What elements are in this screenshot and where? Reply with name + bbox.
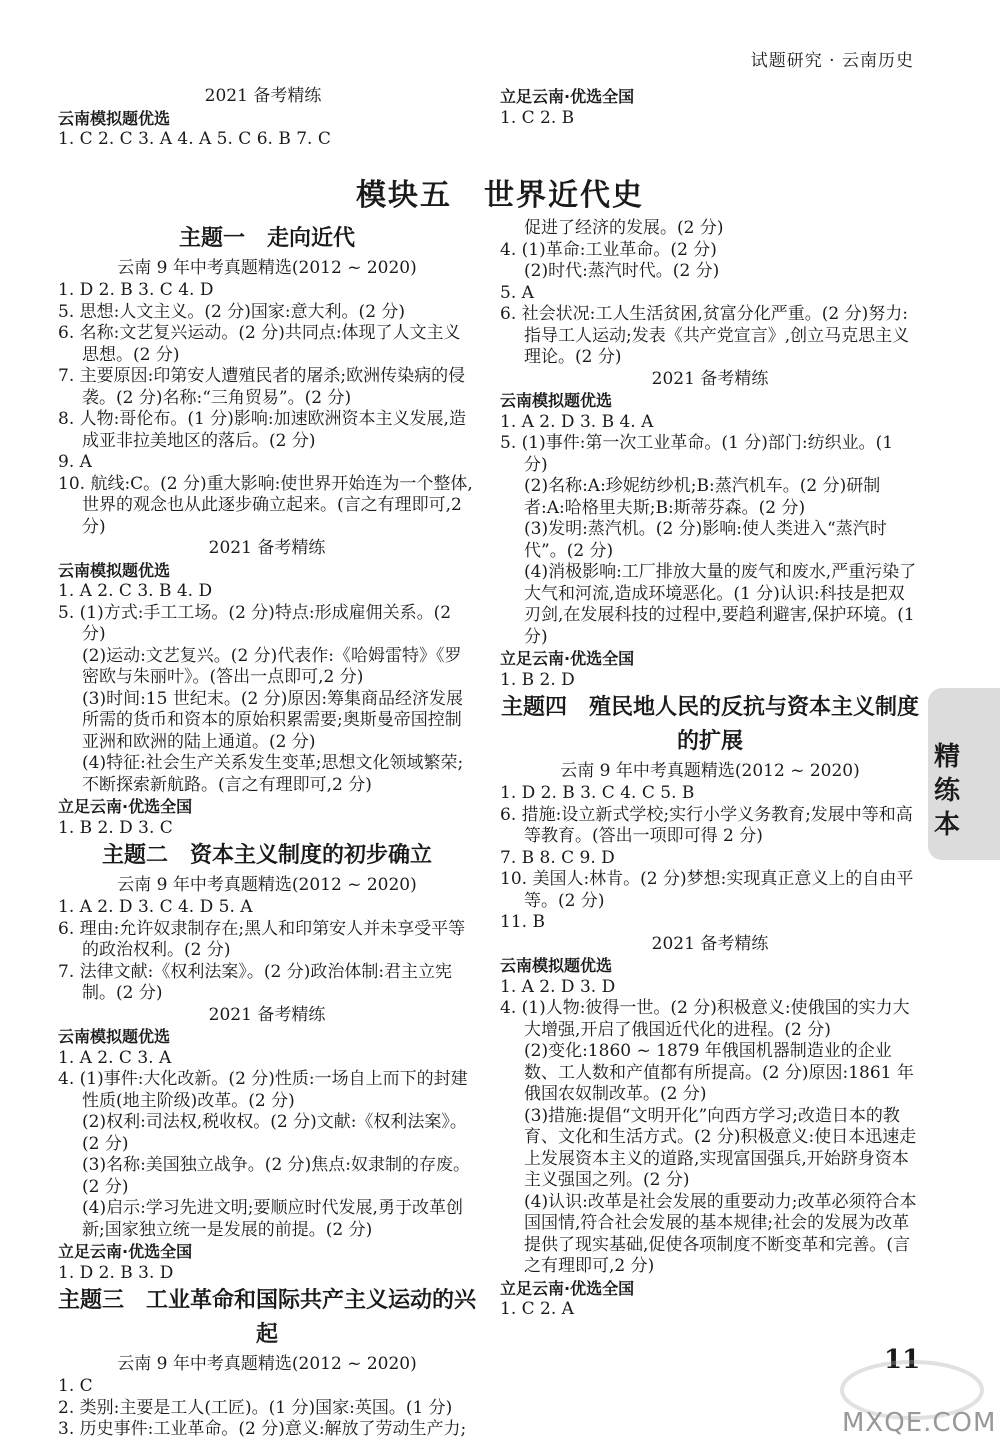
answer-item: 6. 名称:文艺复兴运动。(2 分)共同点:体现了人文主义思想。(2 分): [58, 323, 461, 365]
module-title: 模块五 世界近代史: [356, 178, 644, 213]
section-label: 云南模拟题优选: [58, 1027, 171, 1046]
page-number: 11: [884, 1345, 921, 1375]
answer-item: 3. 历史事件:工业革命。(2 分)意义:解放了劳动生产力;: [58, 1419, 467, 1439]
section-label: 云南模拟题优选: [58, 108, 171, 128]
subsection-title: 云南 9 年中考真题精选(2012 ~ 2020): [117, 1354, 417, 1374]
answer-continuation: (4)认识:改革是社会发展的重要动力;改革必须符合本国国情,符合社会发展的基本规律;社会的发展为改革提供了现实基础,促使各项制度不断变革和完善。(言之有理即可,2 分): [524, 1191, 917, 1276]
answer-continuation: (2)权利:司法权,税收权。(2 分)文献:《权利法案》。(2 分): [82, 1112, 467, 1154]
answer-line: 1. D 2. B 3. D: [58, 1262, 174, 1283]
answer-continuation: (2)运动:文艺复兴。(2 分)代表作:《哈姆雷特》《罗密欧与朱丽叶》。(答出一点即可,2 分): [82, 645, 462, 687]
answer-continuation: (2)时代:蒸汽时代。(2 分): [524, 261, 720, 281]
answer-item: 10. 美国人:林肯。(2 分)梦想:实现真正意义上的自由平等。(2 分): [500, 869, 914, 911]
section-label: 立足云南·优选全国: [500, 649, 635, 668]
section-label: 云南模拟题优选: [500, 391, 613, 410]
top-right-block: [500, 86, 920, 129]
topic-title: 主题二 资本主义制度的初步确立: [101, 843, 432, 868]
answer-item: 7. 主要原因:印第安人遭殖民者的屠杀;欧洲传染病的侵袭。(2 分)名称:“三角贸易”。(2 分): [58, 366, 466, 408]
answer-line: 5. A: [500, 282, 534, 303]
answer-line: 9. A: [58, 452, 92, 472]
section-label: 立足云南·优选全国: [500, 1278, 635, 1298]
right-column: [500, 218, 920, 1321]
answer-line: 7. B 8. C 9. D: [500, 847, 615, 868]
answer-item: 6. 理由:允许奴隶制存在;黑人和印第安人并未享受平等的政治权利。(2 分): [58, 918, 466, 960]
answer-continuation: 促进了经济的发展。(2 分): [524, 218, 724, 238]
top-left-block: [58, 86, 468, 151]
answer-continuation: (3)时间:15 世纪末。(2 分)原因:筹集商品经济发展所需的货币和资本的原始积累需要;奥斯曼帝国控制亚洲和欧洲的陆上通道。(2 分): [82, 688, 464, 752]
section-heading: 2021 备考精练: [204, 86, 322, 106]
section-heading: 2021 备考精练: [208, 1004, 326, 1025]
answer-line: 1. D 2. B 3. C 4. D: [58, 280, 214, 300]
answer-line: 1. A 2. D 3. B 4. A: [500, 411, 654, 432]
answer-line: 1. C 2. B: [500, 107, 575, 128]
running-header: 试题研究 · 云南历史: [750, 51, 914, 71]
section-label: 云南模拟题优选: [500, 956, 613, 975]
answer-item: 4. (1)革命:工业革命。(2 分): [500, 239, 717, 260]
side-tab-label: 精练本: [933, 742, 960, 840]
answer-item: 10. 航线:C。(2 分)重大影响:使世界开始连为一个整体,世界的观念也从此逐步确立起来。(言之有理即可,2 分): [58, 473, 473, 537]
answer-line: 1. A 2. D 3. C 4. D 5. A: [58, 897, 253, 917]
subsection-title: 云南 9 年中考真题精选(2012 ~ 2020): [117, 258, 417, 278]
answer-line: 11. B: [500, 912, 545, 932]
answer-line: 1. D 2. B 3. C 4. C 5. B: [500, 783, 695, 803]
answer-item: 6. 措施:设立新式学校;实行小学义务教育;发展中等和高等教育。(答出一项即可得 2 分): [500, 804, 913, 846]
answer-line: 1. A 2. C 3. A: [58, 1047, 172, 1068]
answer-item: 2. 类别:主要是工人(工匠)。(1 分)国家:英国。(1 分): [58, 1397, 453, 1418]
section-label: 立足云南·优选全国: [500, 87, 635, 106]
answer-continuation: (3)名称:美国独立战争。(2 分)焦点:奴隶制的存废。(2 分): [82, 1155, 471, 1197]
answer-continuation: (2)变化:1860 ~ 1879 年俄国机器制造业的企业数、工人数和产值都有所提高。(2 分)原因:1861 年俄国农奴制改革。(2 分): [524, 1041, 914, 1104]
answer-item: 6. 社会状况:工人生活贫困,贫富分化严重。(2 分)努力:指导工人运动;发表《共产党宣言》,创立马克思主义理论。(2 分): [500, 304, 910, 367]
answer-item: 5. (1)方式:手工工场。(2 分)特点:形成雇佣关系。(2 分): [58, 602, 452, 644]
answer-line: 1. A 2. D 3. D: [500, 976, 616, 997]
answer-item: 5. (1)事件:第一次工业革命。(1 分)部门:纺织业。(1 分): [500, 433, 894, 475]
answer-line: 1. B 2. D 3. C: [58, 817, 173, 838]
answer-item: 7. 法律文献:《权利法案》。(2 分)政治体制:君主立宪制。(2 分): [58, 961, 453, 1003]
answer-item: 5. 思想:人文主义。(2 分)国家:意大利。(2 分): [58, 301, 406, 322]
answer-item: 4. (1)人物:彼得一世。(2 分)积极意义:使俄国的实力大大增强,开启了俄国近代化的进程。(2 分): [500, 998, 910, 1040]
answer-line: 1. C: [58, 1376, 93, 1396]
topic-title: 主题三 工业革命和国际共产主义运动的兴起: [58, 1288, 477, 1347]
subsection-title: 云南 9 年中考真题精选(2012 ~ 2020): [117, 875, 417, 895]
topic-title: 主题一 走向近代: [178, 226, 355, 251]
watermark-text: MXQE.COM: [842, 1408, 997, 1438]
topic-title: 主题四 殖民地人民的反抗与资本主义制度的扩展: [500, 695, 919, 754]
answer-line: 1. C 2. C 3. A 4. A 5. C 6. B 7. C: [58, 129, 331, 149]
answer-continuation: (4)启示:学习先进文明;要顺应时代发展,勇于改革创新;国家独立统一是发展的前提。(2 分): [82, 1198, 463, 1240]
answer-continuation: (3)措施:提倡“文明开化”向西方学习;改造日本的教育、文化和生活方式。(2 分)积极意义:使日本迅速走上发展资本主义的道路,实现富国强兵,开始跻身资本主义强国之列。(2 分): [524, 1105, 917, 1190]
answer-continuation: (2)名称:A:珍妮纺纱机;B:蒸汽机车。(2 分)研制者:A:哈格里夫斯;B:斯蒂芬森。(2 分): [524, 476, 881, 518]
answer-line: 1. B 2. D: [500, 669, 575, 690]
answer-line: 1. C 2. A: [500, 1299, 574, 1319]
section-heading: 2021 备考精练: [651, 933, 769, 954]
answer-continuation: (4)消极影响:工厂排放大量的废气和废水,严重污染了大气和河流,造成环境恶化。(1 分)认识:科技是把双刃剑,在发展科技的过程中,要趋利避害,保护环境。(1 分): [524, 562, 917, 647]
answer-line: 1. A 2. C 3. B 4. D: [58, 581, 213, 601]
answer-item: 4. (1)事件:大化改新。(2 分)性质:一场自上而下的封建性质(地主阶级)改革。(2 分): [58, 1069, 468, 1111]
answer-continuation: (3)发明:蒸汽机。(2 分)影响:使人类进入“蒸汽时代”。(2 分): [524, 519, 887, 561]
left-column: [58, 222, 476, 1441]
section-heading: 2021 备考精练: [208, 538, 326, 558]
section-label: 立足云南·优选全国: [58, 797, 193, 816]
answer-item: 8. 人物:哥伦布。(1 分)影响:加速欧洲资本主义发展,造成亚非拉美地区的落后。(2 分): [58, 409, 466, 451]
subsection-title: 云南 9 年中考真题精选(2012 ~ 2020): [560, 761, 860, 781]
answer-continuation: (4)特征:社会生产关系发生变革;思想文化领域繁荣;不断探索新航路。(言之有理即可,2 分): [82, 753, 464, 795]
section-heading: 2021 备考精练: [651, 368, 769, 389]
section-label: 云南模拟题优选: [58, 560, 171, 580]
section-label: 立足云南·优选全国: [58, 1242, 193, 1261]
